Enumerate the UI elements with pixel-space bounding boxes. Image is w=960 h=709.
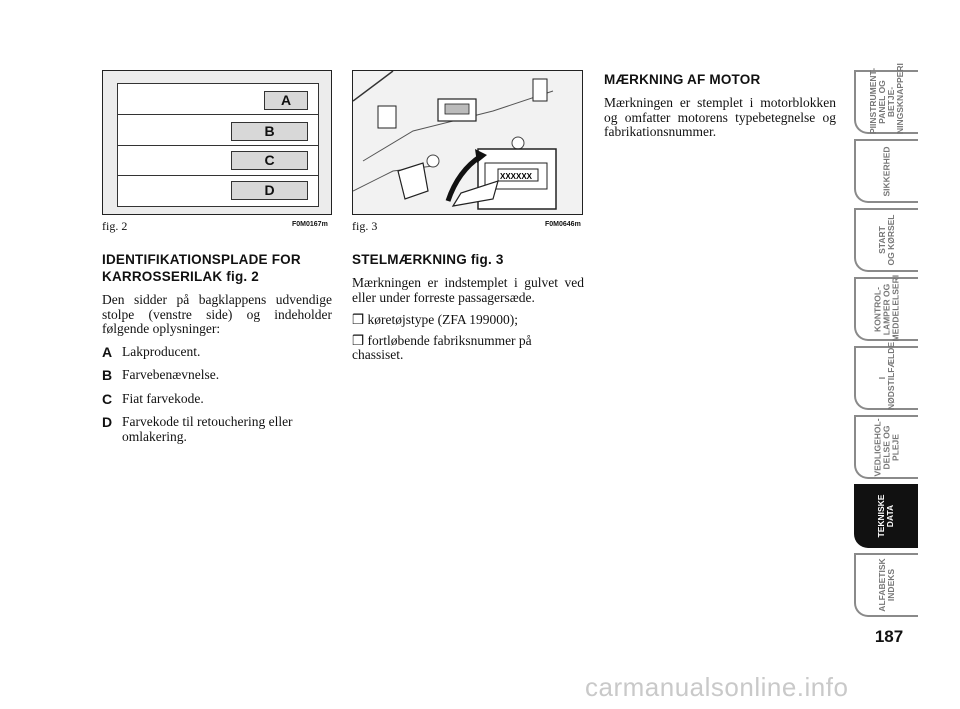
label-d: D — [231, 181, 308, 200]
figure-3-caption: fig. 3 — [352, 219, 378, 233]
chassis-floor-illustration — [353, 71, 582, 214]
section-paint-plate-title: IDENTIFIKATIONSPLADE FOR KARROSSERILAK fig. 2 — [102, 252, 301, 284]
list-item: C Fiat farvekode. — [102, 390, 204, 407]
figure-2-caption: fig. 2 — [102, 219, 128, 233]
section-paint-plate — [102, 251, 332, 453]
list-item: ❒ køretøjstype (ZFA 199000); — [352, 312, 518, 327]
tab-warning-lights[interactable]: KONTROL- LAMPER OG MEDDELELSERI — [854, 277, 918, 341]
tab-instrument-panel[interactable]: PIINSTRUMENT- PANEL OG BETJE- NINGSKNAPPERI — [854, 70, 918, 134]
section-chassis-intro: Mærkningen er indstemplet i gulvet ved eller under forreste passagersæde. — [352, 275, 584, 305]
paint-plate — [117, 83, 319, 207]
section-engine-text: Mærkningen er stemplet i motorblokken og omfatter motorens typebetegnelse og fabrikationsnummer. — [604, 95, 836, 139]
section-chassis — [352, 251, 584, 369]
figure-3 — [352, 70, 583, 215]
label-a: A — [264, 91, 308, 110]
list-item: A Lakproducent. — [102, 343, 201, 360]
label-b: B — [231, 122, 308, 141]
section-engine — [604, 71, 836, 148]
figure-3-code: F0M0646m — [545, 221, 581, 228]
section-chassis-title: STELMÆRKNING fig. 3 — [352, 252, 504, 267]
tab-maintenance[interactable]: VEDLIGEHOL- DELSE OG PLEJE — [854, 415, 918, 479]
figure-2 — [102, 70, 332, 215]
tab-start-driving[interactable]: START OG KØRSEL — [854, 208, 918, 272]
tab-technical-data[interactable]: TEKNISKE DATA — [854, 484, 918, 548]
tab-safety[interactable]: SIKKERHED — [854, 139, 918, 203]
tab-index[interactable]: ALFABETISK INDEKS — [854, 553, 918, 617]
list-item: D Farvekode til retouchering eller omlakering. — [102, 414, 293, 444]
list-item: B Farvebenævnelse. — [102, 367, 220, 383]
section-engine-title: MÆRKNING AF MOTOR — [604, 72, 761, 87]
watermark: carmanualsonline.info — [585, 672, 849, 702]
figure-2-code: F0M0167m — [292, 221, 328, 228]
page-number: 187 — [874, 627, 904, 646]
tab-emergency[interactable]: I NØDSTILFÆLDE — [854, 346, 918, 410]
list-item: ❒ fortløbende fabriksnummer på chassiset. — [352, 332, 532, 362]
label-c: C — [231, 151, 308, 170]
plate-number-text: XXXXXX — [500, 172, 533, 181]
section-paint-plate-intro: Den sidder på bagklappens udvendige stolpe (venstre side) og indeholder følgende oplysninger: — [102, 292, 332, 336]
